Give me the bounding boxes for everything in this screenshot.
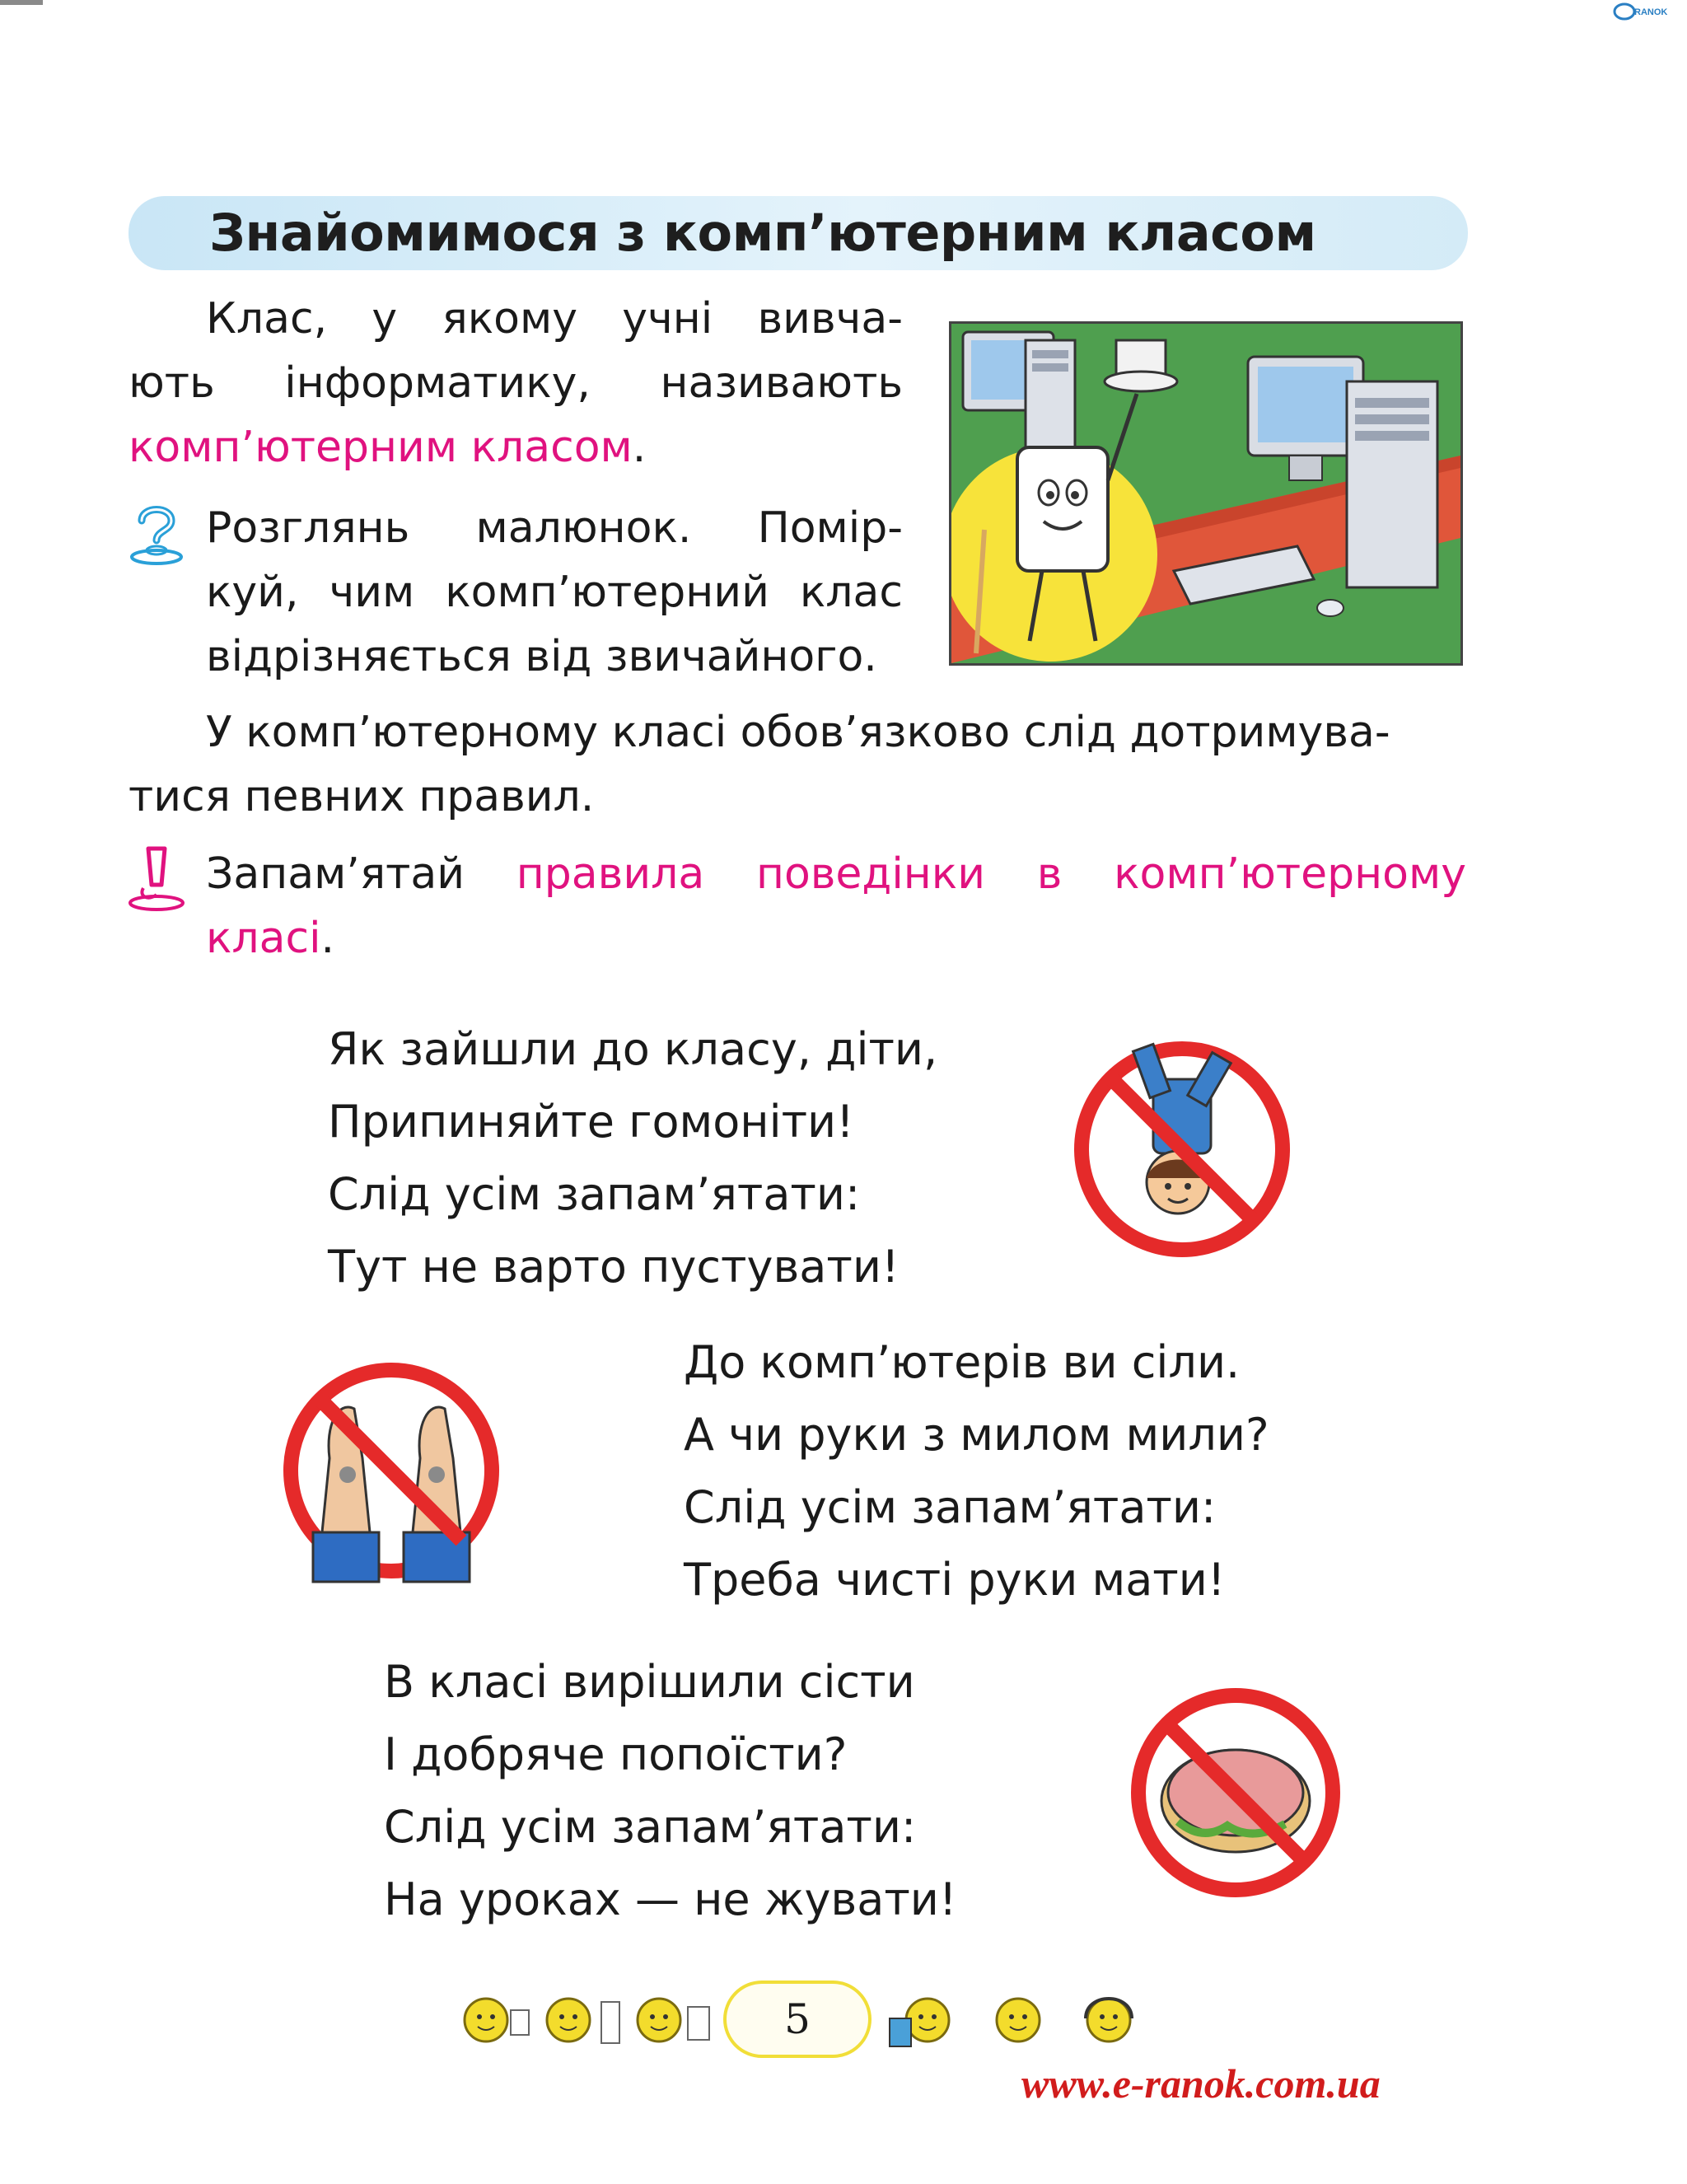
poem-line: І добряче попоїсти? bbox=[384, 1728, 848, 1780]
poem-line: Слід усім запам’ятати: bbox=[684, 1481, 1217, 1533]
publisher-website-link[interactable]: www.e-ranok.com.ua bbox=[1021, 2060, 1381, 2107]
intro-line-2 bbox=[129, 351, 903, 415]
no-dirty-hands-sign-icon bbox=[272, 1351, 511, 1590]
poem-no-eating bbox=[384, 1646, 957, 1936]
footer-smileys-right bbox=[878, 1977, 1150, 2060]
svg-text:RANOK: RANOK bbox=[1634, 7, 1668, 17]
remember-line-2 bbox=[206, 906, 334, 970]
rules-intro-line-1: У комп’ютерному класі обов’язково слід дотримува- bbox=[206, 708, 1390, 757]
rules-intro-line-2: тися певних правил. bbox=[129, 772, 595, 821]
word: Клас, bbox=[206, 294, 328, 344]
highlight-word: комп’ютерному bbox=[1114, 849, 1466, 899]
word: Розглянь bbox=[206, 503, 410, 553]
publisher-logo bbox=[1613, 0, 1685, 30]
word: чим bbox=[329, 568, 415, 617]
word: вивча- bbox=[757, 294, 903, 344]
highlight-word: правила bbox=[516, 849, 705, 899]
word: Запам’ятай bbox=[206, 849, 465, 899]
question-line-2 bbox=[206, 560, 903, 624]
page-number: 5 bbox=[723, 1981, 872, 2058]
word: у bbox=[372, 294, 398, 344]
footer-smileys-left bbox=[453, 1977, 725, 2060]
section-title: Знайомимося з комп’ютерним класом bbox=[209, 203, 1316, 263]
term-computer-class: комп’ютерним класом bbox=[129, 423, 633, 472]
poem-line: Припиняйте гомоніти! bbox=[328, 1096, 854, 1148]
question-line-1 bbox=[206, 496, 903, 560]
word: якому bbox=[442, 294, 577, 344]
poem-clean-hands bbox=[684, 1326, 1269, 1616]
word: учні bbox=[622, 294, 713, 344]
poem-line: На уроках — не жувати! bbox=[384, 1873, 957, 1925]
question-line-3: відрізняється від звичайного. bbox=[206, 632, 877, 681]
classroom-illustration bbox=[949, 321, 1463, 666]
intro-line-3 bbox=[129, 415, 646, 479]
no-eating-sign-icon bbox=[1120, 1677, 1351, 1908]
poem-line: Тут не варто пустувати! bbox=[328, 1241, 900, 1293]
poem-line: В класі вирішили сісти bbox=[384, 1656, 915, 1708]
word: ють bbox=[129, 358, 215, 408]
remember-line-1 bbox=[206, 842, 1466, 906]
word: називають bbox=[660, 358, 903, 408]
no-playing-sign-icon bbox=[1063, 1030, 1301, 1269]
question-icon bbox=[124, 501, 189, 568]
highlight-word: поведінки bbox=[755, 849, 986, 899]
poem-line: А чи руки з милом мили? bbox=[684, 1409, 1269, 1461]
intro-line-1 bbox=[206, 287, 903, 351]
highlight-word: в bbox=[1036, 849, 1063, 899]
word: куй, bbox=[206, 568, 299, 617]
highlight-word: класі bbox=[206, 914, 321, 963]
word: інформатику, bbox=[284, 358, 591, 408]
word: клас bbox=[799, 568, 903, 617]
section-title-bar bbox=[129, 196, 1468, 270]
corner-rule bbox=[0, 0, 43, 5]
word: малюнок. bbox=[475, 503, 692, 553]
poem-line: Слід усім запам’ятати: bbox=[328, 1168, 861, 1220]
poem-line: Слід усім запам’ятати: bbox=[384, 1801, 917, 1853]
period: . bbox=[320, 914, 335, 963]
word: комп’ютерний bbox=[445, 568, 769, 617]
exclamation-icon bbox=[124, 844, 189, 913]
word: Помір- bbox=[757, 503, 903, 553]
poem-no-running bbox=[328, 1013, 937, 1303]
poem-line: До комп’ютерів ви сіли. bbox=[684, 1336, 1241, 1388]
poem-line: Треба чисті руки мати! bbox=[684, 1554, 1226, 1606]
period: . bbox=[632, 423, 647, 472]
poem-line: Як зайшли до класу, діти, bbox=[328, 1023, 938, 1075]
